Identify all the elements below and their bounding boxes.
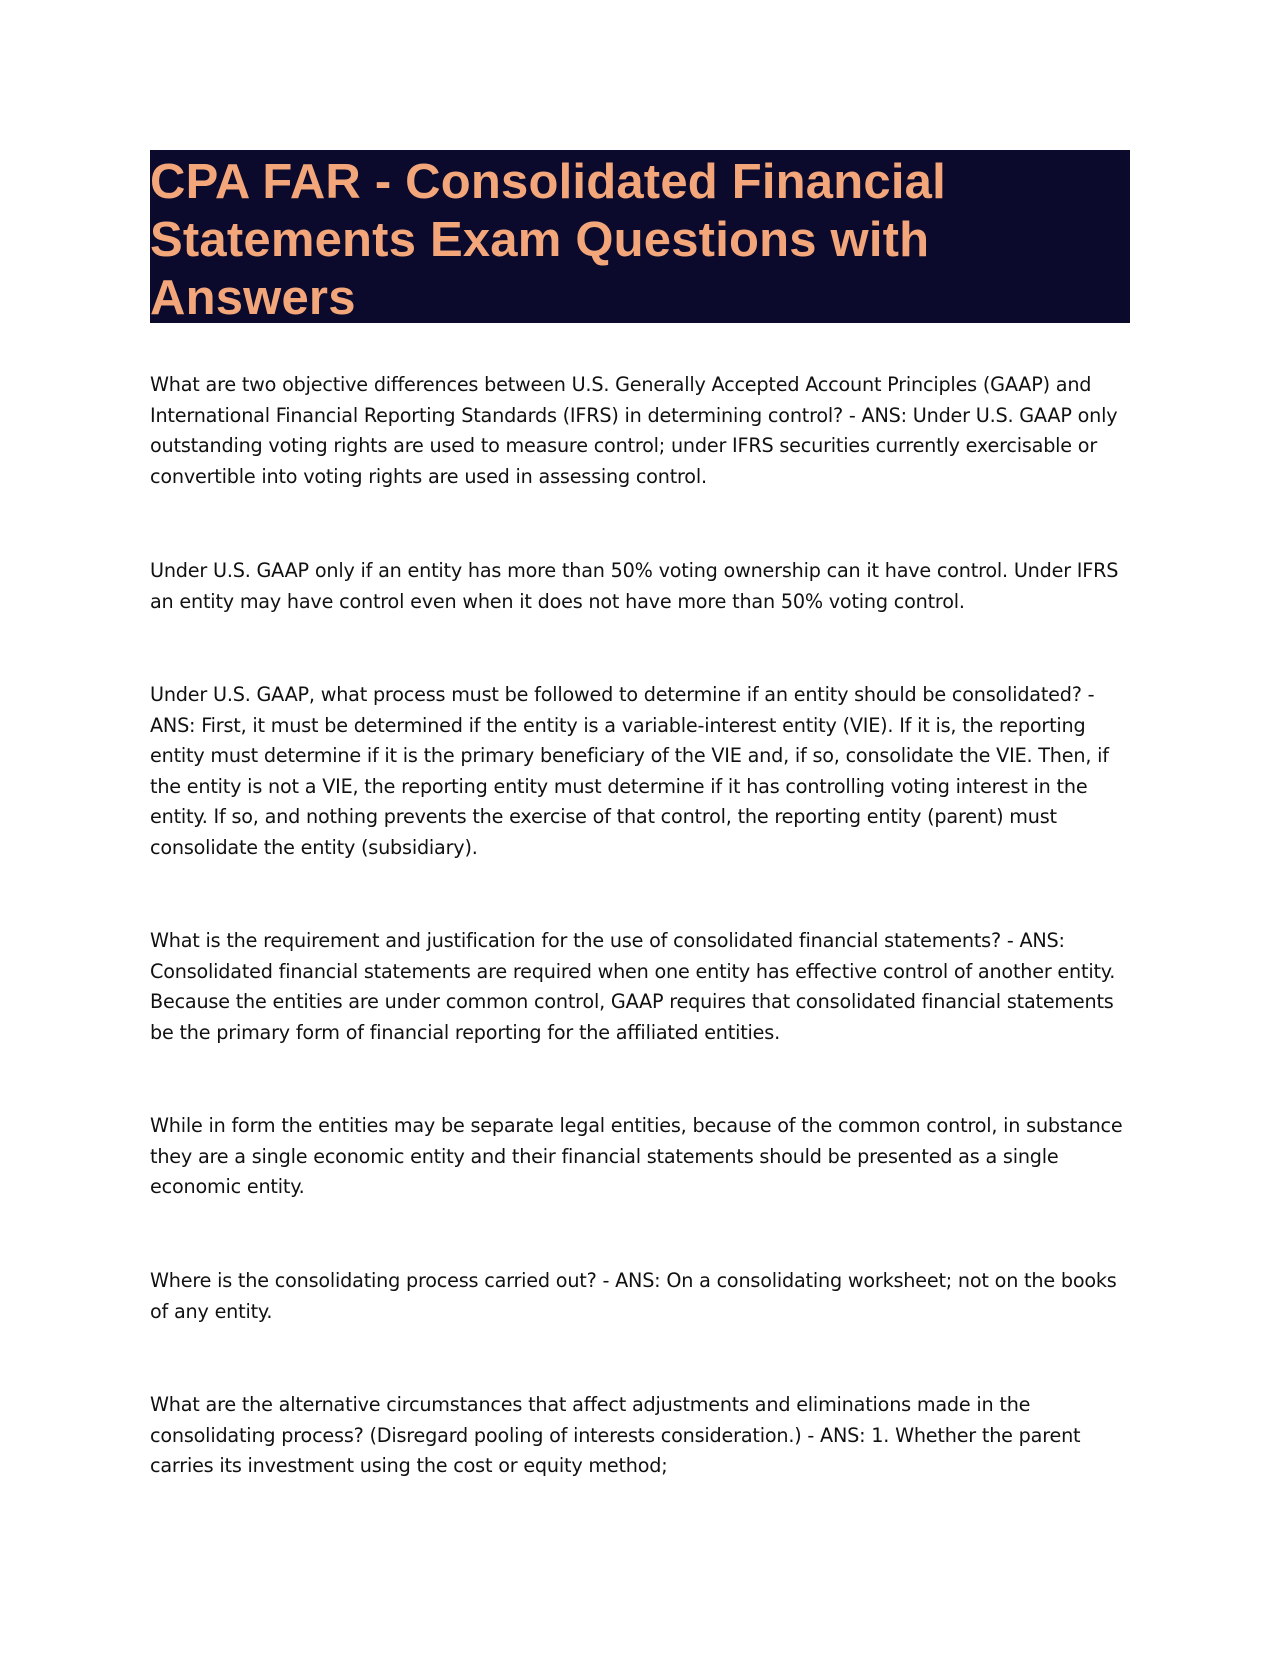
paragraph-1: What are two objective differences between U.S. Generally Accepted Account Principles (GAAP) and International Financial Reporting Standards (IFRS) in determining control? - ANS: Under U.S. GAAP only outstanding voting rights are used to measure control; under IFRS securities currently exercisable or convertible into voting rights are used in assessing control. bbox=[150, 373, 1118, 488]
paragraph-5: While in form the entities may be separate legal entities, because of the common control, in substance they are a single economic entity and their financial statements should be presented as a single economic entity. bbox=[150, 1114, 1123, 1198]
document-title: CPA FAR - Consolidated Financial Statements Exam Questions with Answers bbox=[150, 155, 946, 325]
title-banner bbox=[150, 150, 1130, 323]
paragraph-3: Under U.S. GAAP, what process must be followed to determine if an entity should be consolidated? - ANS: First, it must be determined if the entity is a variable-interest entity (VIE). If it is, the reporting entity must determine if it is the primary beneficiary of the VIE and, if so, consolidate the VIE. Then, if the entity is not a VIE, the reporting entity must determine if it has controlling voting interest in the entity. If so, and nothing prevents the exercise of that control, the reporting entity (parent) must consolidate the entity (subsidiary). bbox=[150, 683, 1109, 859]
paragraph-6: Where is the consolidating process carried out? - ANS: On a consolidating worksheet; not on the books of any entity. bbox=[150, 1269, 1117, 1323]
paragraph-4: What is the requirement and justification for the use of consolidated financial statements? - ANS: Consolidated financial statements are required when one entity has effective control of another entity. Because the entities are under common control, GAAP requires that consolidated financial statements be the primary form of financial reporting for the affiliated entities. bbox=[150, 929, 1116, 1044]
paragraph-2: Under U.S. GAAP only if an entity has more than 50% voting ownership can it have control. Under IFRS an entity may have control even when it does not have more than 50% voting control. bbox=[150, 559, 1119, 613]
paragraph-7: What are the alternative circumstances that affect adjustments and eliminations made in the consolidating process? (Disregard pooling of interests consideration.) - ANS: 1. Whether the parent carries its investment using the cost or equity method; bbox=[150, 1393, 1081, 1477]
